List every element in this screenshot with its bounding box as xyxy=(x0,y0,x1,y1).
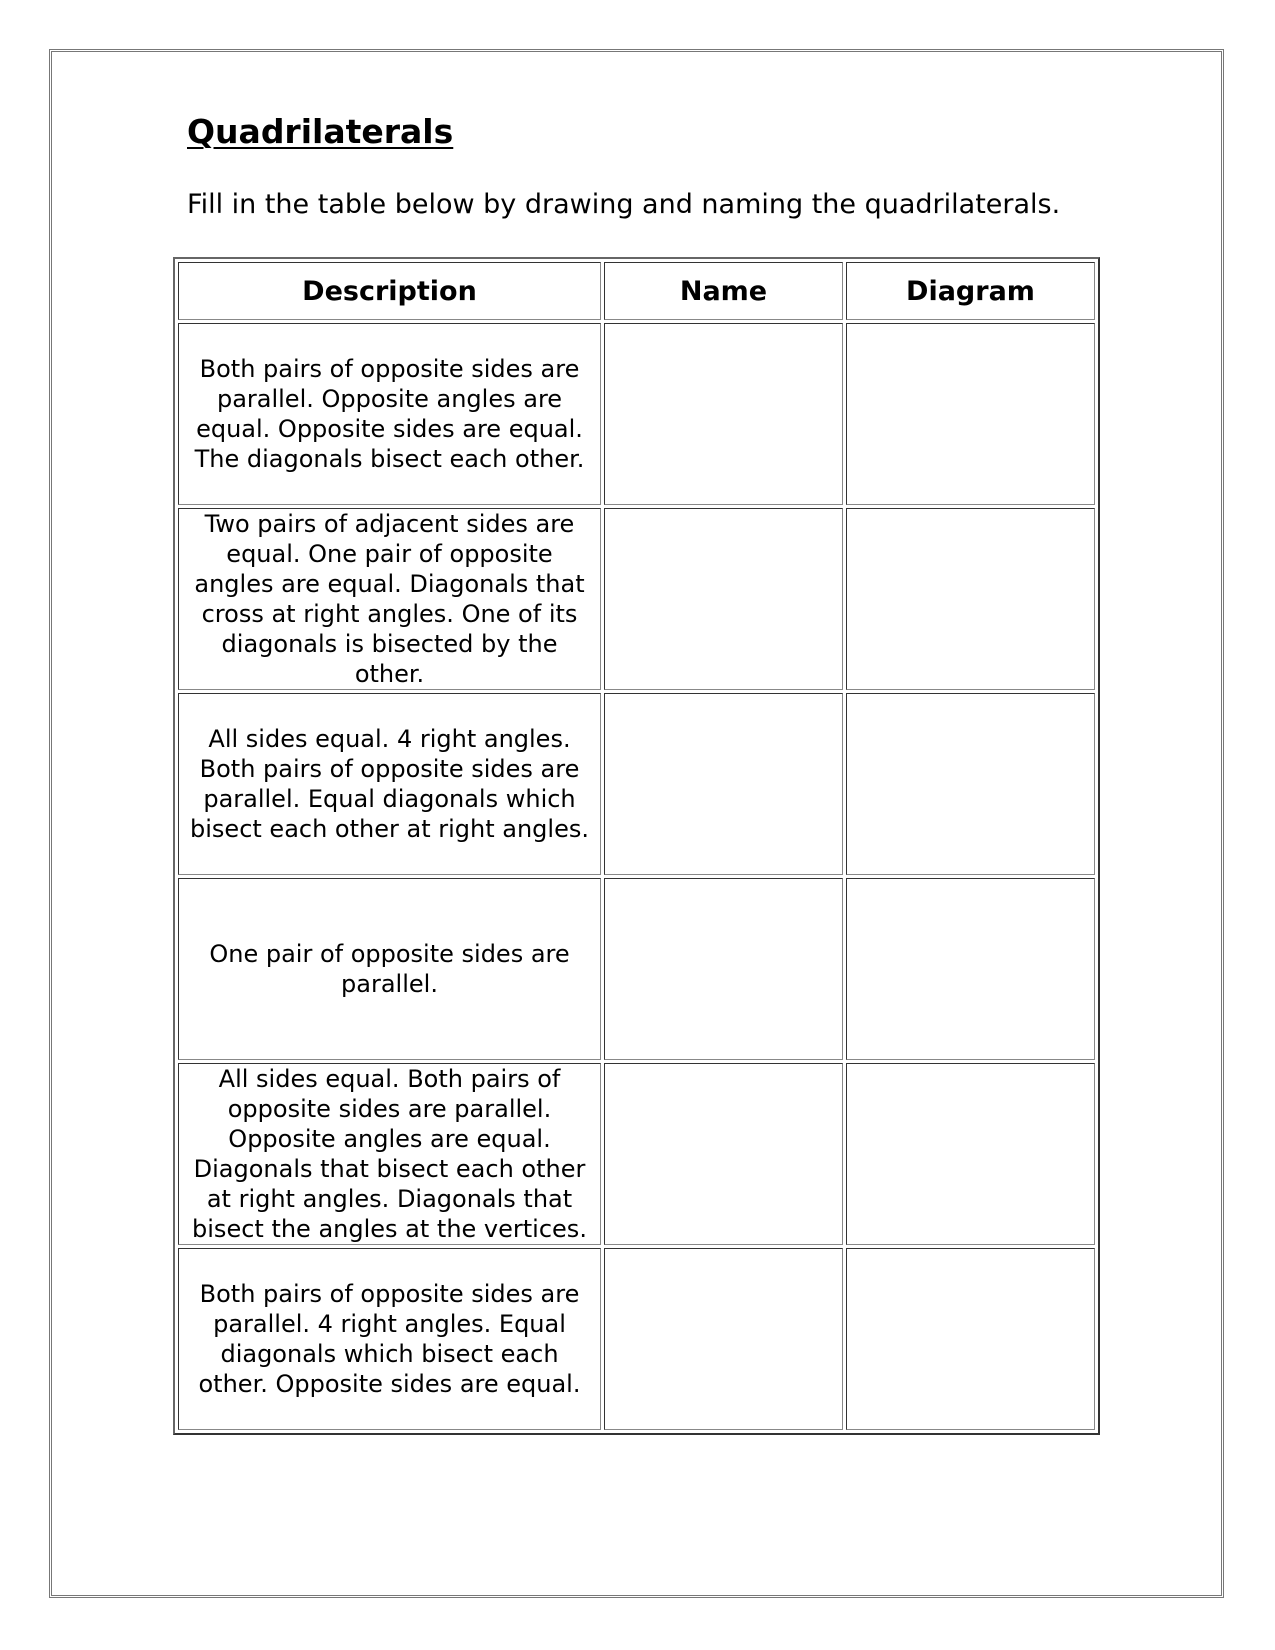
diagram-cell[interactable] xyxy=(846,1248,1095,1430)
table-row xyxy=(178,508,1095,690)
diagram-cell[interactable] xyxy=(846,323,1095,505)
description-cell: Both pairs of opposite sides are parallel. 4 right angles. Equal diagonals which bisect each other. Opposite sides are equal. xyxy=(178,1248,601,1430)
table-row xyxy=(178,878,1095,1060)
name-cell[interactable] xyxy=(604,1063,843,1245)
page-title: Quadrilaterals xyxy=(187,112,454,151)
table-row xyxy=(178,1248,1095,1430)
name-cell[interactable] xyxy=(604,878,843,1060)
description-cell: One pair of opposite sides are parallel. xyxy=(178,878,601,1060)
table-row xyxy=(178,693,1095,875)
header-diagram: Diagram xyxy=(846,262,1095,320)
name-cell[interactable] xyxy=(604,1248,843,1430)
description-cell: Both pairs of opposite sides are parallel. Opposite angles are equal. Opposite sides are equal. The diagonals bisect each other. xyxy=(178,323,601,505)
instructions-text: Fill in the table below by drawing and naming the quadrilaterals. xyxy=(187,189,1061,220)
description-cell: All sides equal. 4 right angles. Both pairs of opposite sides are parallel. Equal diagonals which bisect each other at right angles. xyxy=(178,693,601,875)
name-cell[interactable] xyxy=(604,508,843,690)
name-cell[interactable] xyxy=(604,323,843,505)
header-row xyxy=(178,262,1095,320)
diagram-cell[interactable] xyxy=(846,878,1095,1060)
description-cell: All sides equal. Both pairs of opposite sides are parallel. Opposite angles are equal. Diagonals that bisect each other at right angles. Diagonals that bisect the angles at the vertices. xyxy=(178,1063,601,1245)
quadrilaterals-table xyxy=(173,257,1100,1435)
header-description: Description xyxy=(178,262,601,320)
description-cell: Two pairs of adjacent sides are equal. One pair of opposite angles are equal. Diagonals that cross at right angles. One of its diagonals is bisected by the other. xyxy=(178,508,601,690)
diagram-cell[interactable] xyxy=(846,508,1095,690)
header-name: Name xyxy=(604,262,843,320)
name-cell[interactable] xyxy=(604,693,843,875)
diagram-cell[interactable] xyxy=(846,693,1095,875)
table-row xyxy=(178,1063,1095,1245)
diagram-cell[interactable] xyxy=(846,1063,1095,1245)
table-row xyxy=(178,323,1095,505)
